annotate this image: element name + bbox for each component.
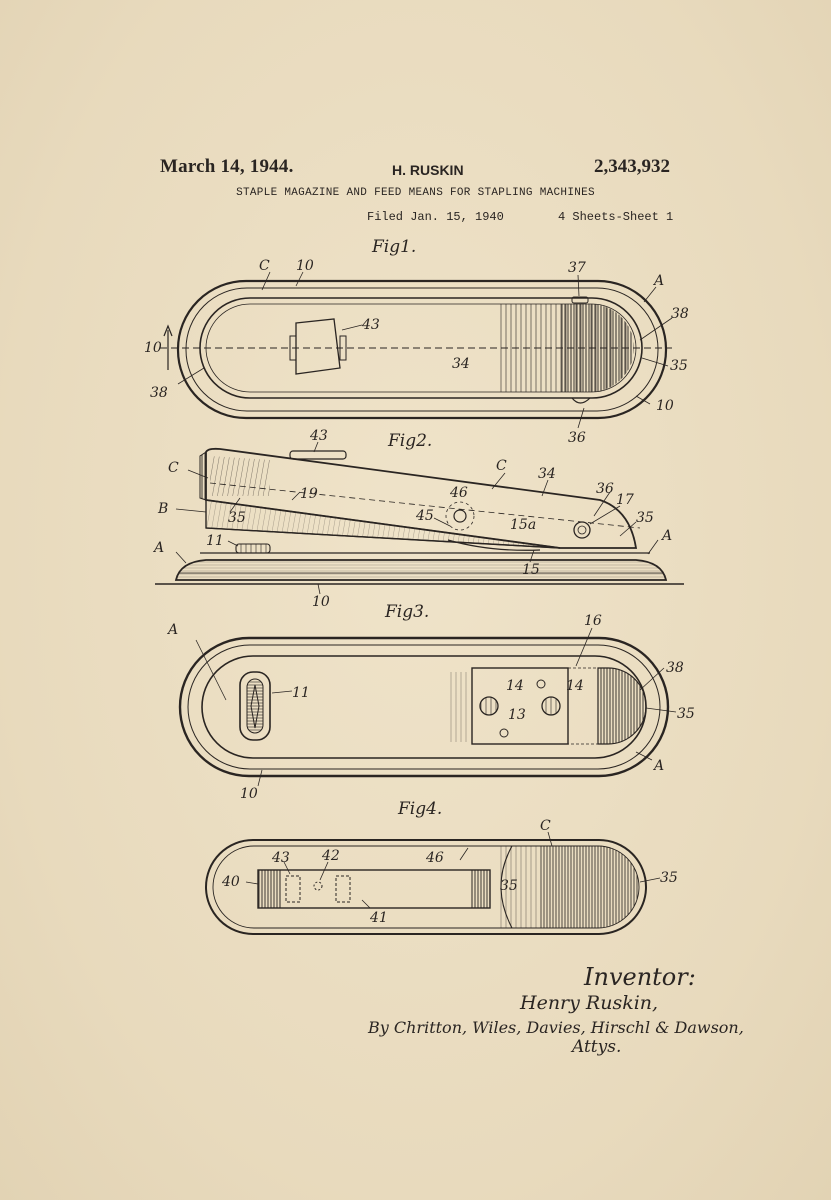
fig3-ref: 14 (566, 678, 584, 694)
fig2-ref: 45 (416, 508, 434, 524)
fig1-ref: 36 (568, 430, 586, 446)
fig3-label: Fig3. (385, 602, 430, 622)
fig1-ref: 38 (671, 306, 689, 322)
figure-4 (206, 799, 660, 934)
fig2-ref: 35 (636, 510, 654, 526)
inventor-signature: Henry Ruskin, (520, 992, 659, 1014)
attorneys-signature: By Chritton, Wiles, Davies, Hirschl & Dawson, (368, 1018, 744, 1037)
signature-block (367, 963, 744, 1057)
fig1-ref: 34 (452, 356, 470, 372)
fig2-ref: 19 (300, 486, 318, 502)
fig3-ref: A (168, 622, 179, 638)
fig2-ref: 36 (596, 481, 614, 497)
fig1-ref: A (654, 273, 665, 289)
patent-number: 2,343,932 (594, 156, 670, 177)
attorneys-label: Attys. (572, 1037, 622, 1057)
fig2-label: Fig2. (388, 431, 433, 451)
fig2-ref: 35 (228, 510, 246, 526)
fig4-ref: 40 (222, 874, 240, 890)
fig4-ref: 41 (370, 910, 388, 926)
figure-1 (160, 237, 672, 428)
fig3-ref: 10 (240, 786, 258, 802)
inventor-name-header: H. RUSKIN (392, 162, 464, 178)
fig4-ref: C (540, 818, 551, 834)
fig2-ref: A (154, 540, 165, 556)
fig3-ref: 14 (506, 678, 524, 694)
fig3-ref: A (654, 758, 665, 774)
fig4-ref: 46 (426, 850, 444, 866)
fig4-ref: 35 (500, 878, 518, 894)
inventor-heading: Inventor: (584, 963, 696, 991)
fig1-ref: 35 (670, 358, 688, 374)
fig2-ref: 46 (450, 485, 468, 501)
fig2-ref: 34 (538, 466, 556, 482)
fig1-ref: 10 (656, 398, 674, 414)
fig2-ref: 15 (522, 562, 540, 578)
fig1-ref: 38 (150, 385, 168, 401)
fig1-ref: C (259, 258, 270, 274)
fig3-ref: 16 (584, 613, 602, 629)
sheet-count: 4 Sheets-Sheet 1 (558, 210, 674, 224)
patent-date: March 14, 1944. (160, 156, 294, 177)
fig3-ref: 13 (508, 707, 526, 723)
fig4-label: Fig4. (398, 799, 443, 819)
fig3-ref: 11 (292, 685, 310, 701)
fig3-ref: 38 (666, 660, 684, 676)
fig2-ref: A (662, 528, 673, 544)
fig2-ref: 43 (310, 428, 328, 444)
fig2-ref: C (496, 458, 507, 474)
fig1-ref: 43 (362, 317, 380, 333)
fig2-ref: 11 (206, 533, 224, 549)
filed-date: Filed Jan. 15, 1940 (367, 210, 504, 224)
fig2-ref: 15a (510, 517, 537, 533)
patent-title: STAPLE MAGAZINE AND FEED MEANS FOR STAPLING MACHINES (236, 187, 595, 199)
fig4-ref: 43 (272, 850, 290, 866)
fig1-ref: 10 (144, 340, 162, 356)
fig4-ref: 42 (322, 848, 340, 864)
fig1-ref: 37 (568, 260, 586, 276)
figure-3 (180, 602, 676, 786)
fig2-ref: C (168, 460, 179, 476)
fig3-ref: 35 (677, 706, 695, 722)
fig4-ref: 35 (660, 870, 678, 886)
fig2-ref: 10 (312, 594, 330, 610)
fig1-label: Fig1. (372, 237, 417, 257)
figure-2-refs (152, 428, 672, 610)
fig2-ref: 17 (616, 492, 634, 508)
fig1-ref: 10 (296, 258, 314, 274)
fig2-ref: B (158, 501, 169, 517)
